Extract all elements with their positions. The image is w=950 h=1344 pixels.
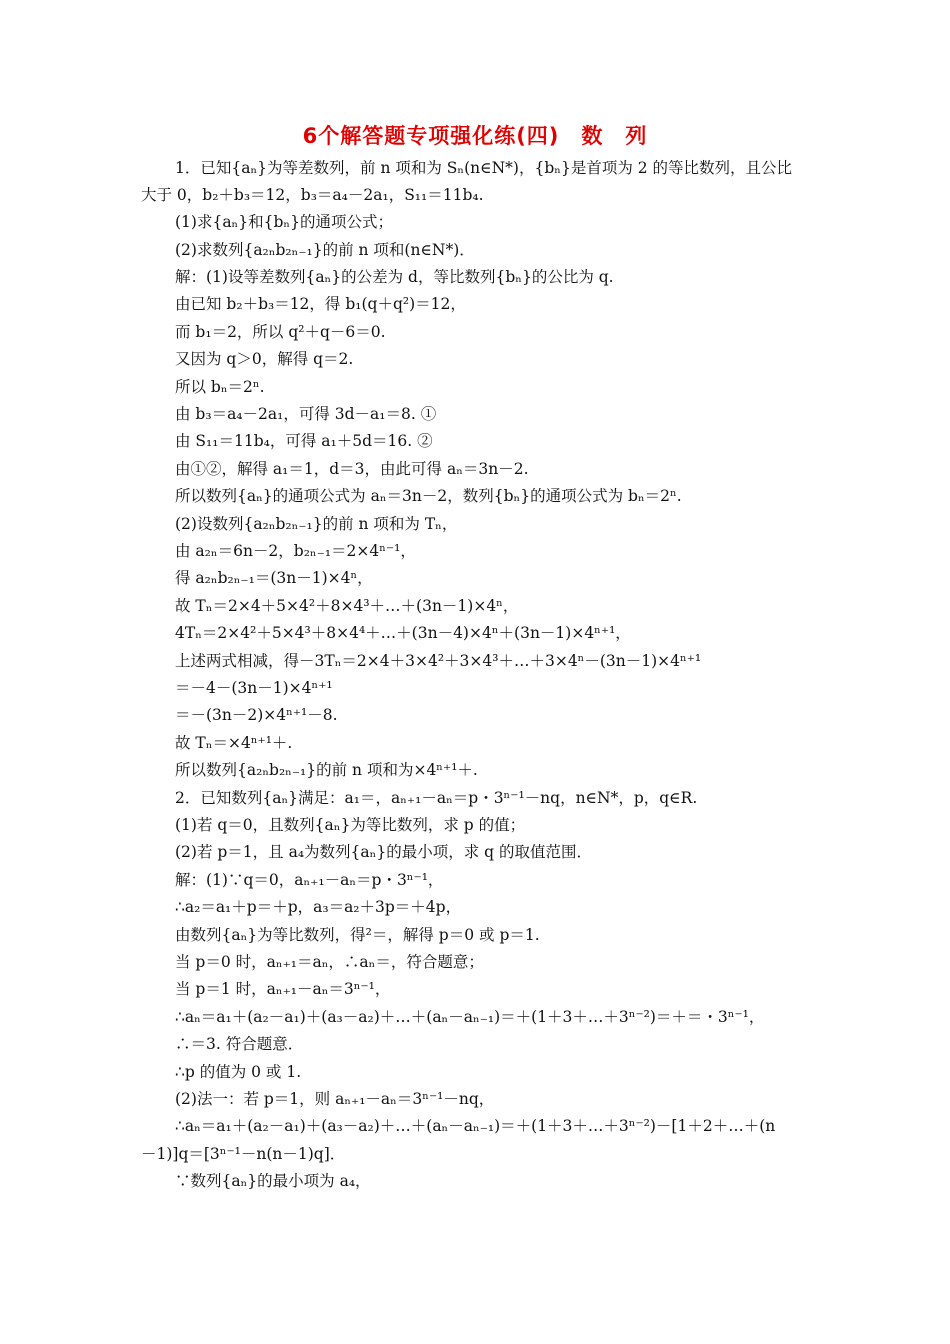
text-line: (1)若 q＝0，且数列{aₙ}为等比数列，求 p 的值；: [175, 816, 526, 834]
page-title: 6个解答题专项强化练(四) 数 列: [302, 124, 648, 148]
text-line: 解：(1)设等差数列{aₙ}的公差为 d，等比数列{bₙ}的公比为 q.: [175, 268, 614, 286]
text-line: 4Tₙ＝2×4²＋5×4³＋8×4⁴＋…＋(3n－4)×4ⁿ＋(3n－1)×4ⁿ⁺¹，: [175, 624, 631, 642]
text-line: 大于 0，b₂＋b₃＝12，b₃＝a₄－2a₁，S₁₁＝11b₄.: [141, 186, 484, 204]
text-line: 故 Tₙ＝×4ⁿ⁺¹＋.: [175, 734, 293, 752]
text-line: ∵数列{aₙ}的最小项为 a₄，: [175, 1172, 371, 1190]
text-line: 由已知 b₂＋b₃＝12，得 b₁(q＋q²)＝12，: [175, 295, 466, 313]
text-line: 由 S₁₁＝11b₄，可得 a₁＋5d＝16. ②: [175, 432, 433, 450]
text-line: 1．已知{aₙ}为等差数列，前 n 项和为 Sₙ(n∈N*)，{bₙ}是首项为 2 的等比数列，且公比: [175, 159, 793, 177]
text-line: (2)求数列{a₂ₙb₂ₙ₋₁}的前 n 项和(n∈N*)．: [175, 241, 475, 259]
text-line: ∴＝3. 符合题意．: [175, 1035, 304, 1053]
text-line: (1)求{aₙ}和{bₙ}的通项公式；: [175, 213, 393, 231]
text-line: (2)若 p＝1，且 a₄为数列{aₙ}的最小项，求 q 的取值范围．: [175, 843, 592, 861]
text-line: ＝－4－(3n－1)×4ⁿ⁺¹: [175, 679, 333, 697]
text-line: 2．已知数列{aₙ}满足：a₁＝，aₙ₊₁－aₙ＝p・3ⁿ⁻¹－nq，n∈N*，p，q∈R.: [175, 789, 698, 807]
text-line: 而 b₁＝2，所以 q²＋q－6＝0.: [175, 323, 386, 341]
text-line: －1)]q＝[3ⁿ⁻¹－n(n－1)q]．: [141, 1145, 346, 1163]
text-line: ∴p 的值为 0 或 1.: [175, 1063, 302, 1081]
text-line: 所以 bₙ＝2ⁿ.: [175, 378, 265, 396]
text-line: ∴a₂＝a₁＋p＝＋p，a₃＝a₂＋3p＝＋4p，: [175, 898, 462, 916]
text-line: 解：(1)∵q＝0，aₙ₊₁－aₙ＝p・3ⁿ⁻¹，: [175, 871, 444, 889]
text-line: ∴aₙ＝a₁＋(a₂－a₁)＋(a₃－a₂)＋…＋(aₙ－aₙ₋₁)＝＋(1＋3＋…＋3ⁿ⁻²)＝＋＝・3ⁿ⁻¹，: [175, 1008, 765, 1026]
text-line: (2)法一：若 p＝1，则 aₙ₊₁－aₙ＝3ⁿ⁻¹－nq，: [175, 1090, 495, 1108]
text-line: ＝－(3n－2)×4ⁿ⁺¹－8.: [175, 706, 338, 724]
text-line: 得 a₂ₙb₂ₙ₋₁＝(3n－1)×4ⁿ，: [175, 569, 373, 587]
text-line: 所以数列{a₂ₙb₂ₙ₋₁}的前 n 项和为×4ⁿ⁺¹＋.: [175, 761, 478, 779]
text-line: 又因为 q＞0，解得 q＝2.: [175, 350, 354, 368]
text-line: ∴aₙ＝a₁＋(a₂－a₁)＋(a₃－a₂)＋…＋(aₙ－aₙ₋₁)＝＋(1＋3＋…＋3ⁿ⁻²)－[1＋2＋…＋(n: [175, 1117, 776, 1135]
text-line: 所以数列{aₙ}的通项公式为 aₙ＝3n－2，数列{bₙ}的通项公式为 bₙ＝2ⁿ.: [175, 487, 682, 505]
text-line: 当 p＝1 时，aₙ₊₁－aₙ＝3ⁿ⁻¹，: [175, 980, 391, 998]
text-line: 当 p＝0 时，aₙ₊₁＝aₙ，∴aₙ＝，符合题意；: [175, 953, 484, 971]
text-line: (2)设数列{a₂ₙb₂ₙ₋₁}的前 n 项和为 Tₙ，: [175, 515, 458, 533]
text-line: 由数列{aₙ}为等比数列，得²＝，解得 p＝0 或 p＝1.: [175, 926, 540, 944]
text-line: 上述两式相减，得－3Tₙ＝2×4＋3×4²＋3×4³＋…＋3×4ⁿ－(3n－1)×4ⁿ⁺¹: [175, 652, 702, 670]
text-line: 由 a₂ₙ＝6n－2，b₂ₙ₋₁＝2×4ⁿ⁻¹，: [175, 542, 416, 560]
text-line: 由①②，解得 a₁＝1，d＝3，由此可得 aₙ＝3n－2.: [175, 460, 529, 478]
text-line: 由 b₃＝a₄－2a₁，可得 3d－a₁＝8. ①: [175, 405, 437, 423]
text-line: 故 Tₙ＝2×4＋5×4²＋8×4³＋…＋(3n－1)×4ⁿ，: [175, 597, 519, 615]
